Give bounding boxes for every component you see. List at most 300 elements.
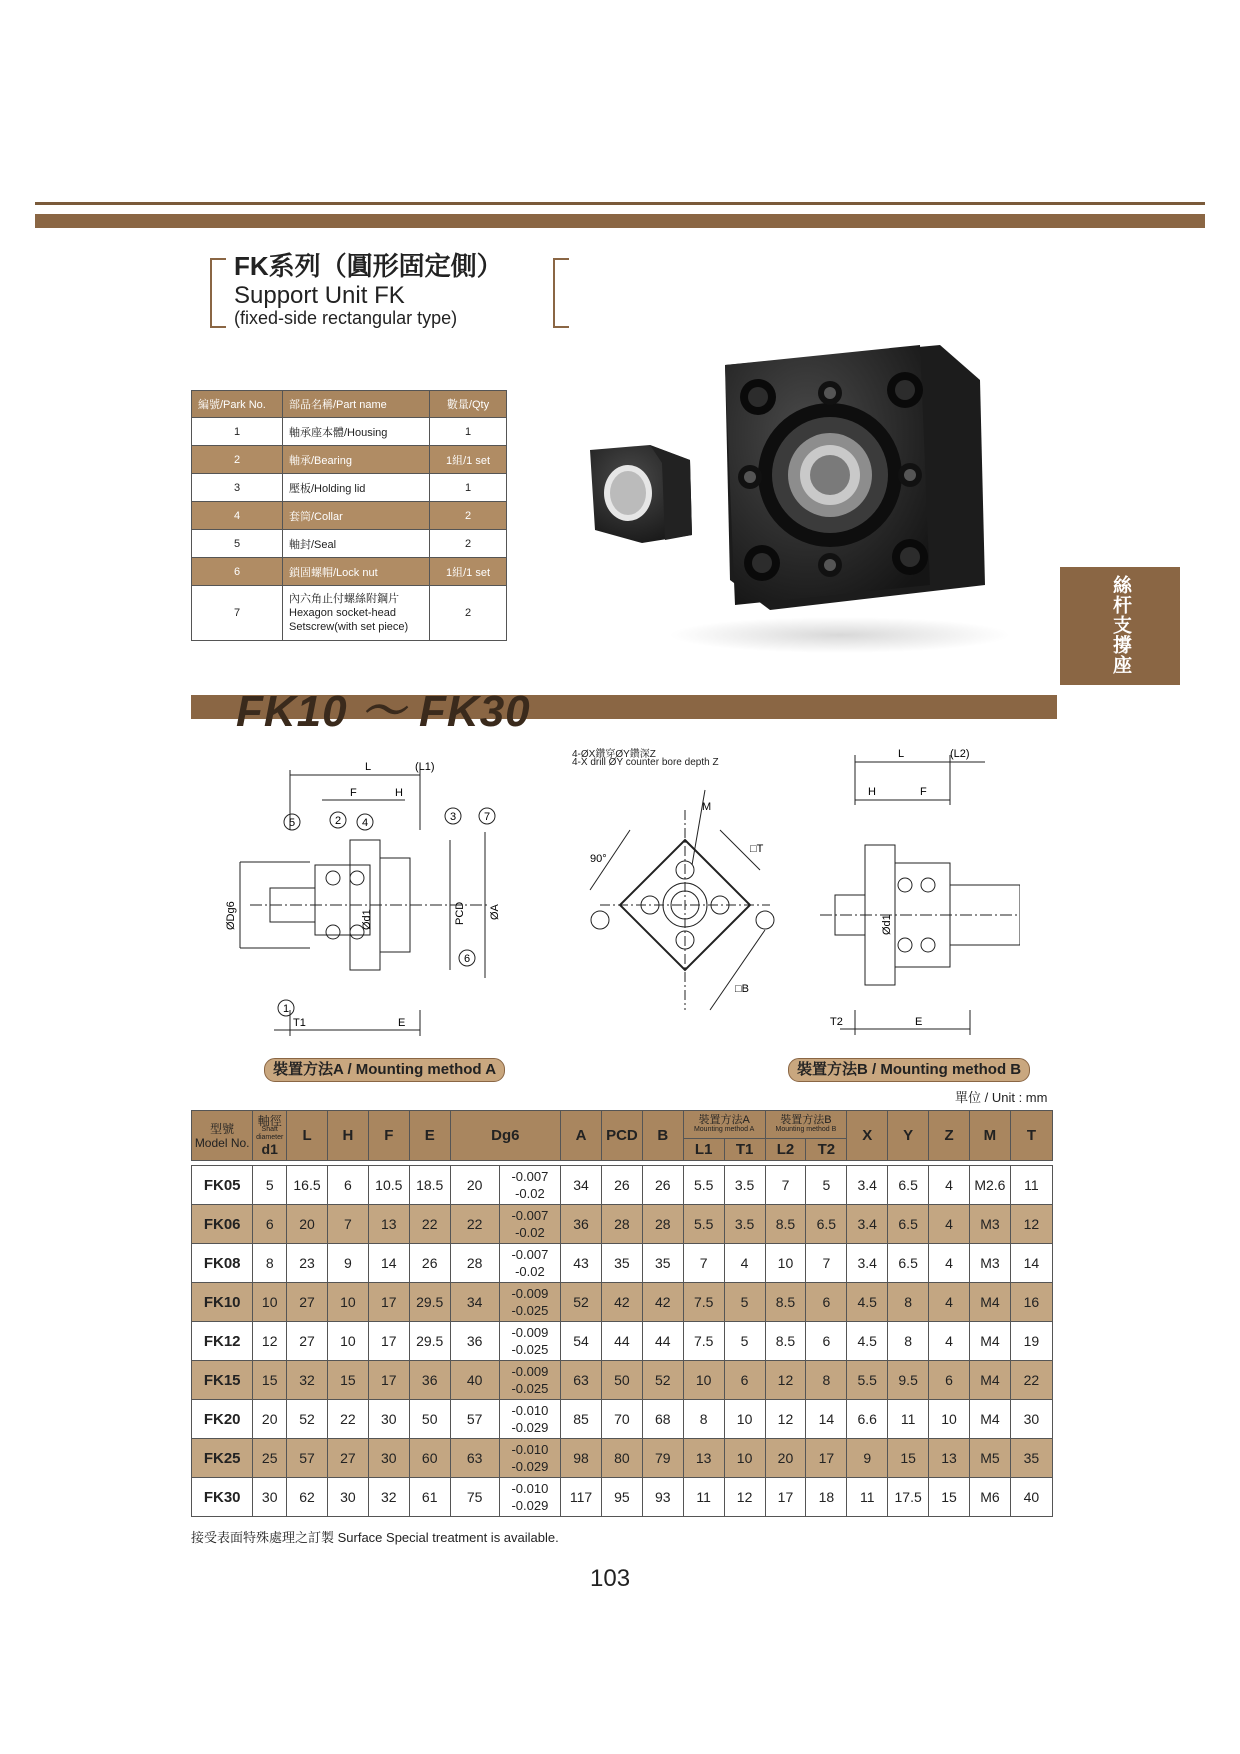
cell-l1: 7.5 bbox=[683, 1322, 724, 1361]
part-name-line: Hexagon socket-head bbox=[289, 607, 397, 619]
header-Y: Y bbox=[888, 1111, 929, 1161]
table-row bbox=[192, 1400, 1053, 1439]
header-model-en: Model No. bbox=[194, 1135, 250, 1150]
cell-t2: 7 bbox=[806, 1244, 847, 1283]
cell-d: 22 bbox=[450, 1205, 499, 1244]
cell-l2: 20 bbox=[765, 1439, 806, 1478]
dim-label: PCD bbox=[454, 901, 466, 925]
cell-l: 16.5 bbox=[287, 1166, 328, 1205]
cell-f: 30 bbox=[368, 1439, 409, 1478]
cell-m: M3 bbox=[969, 1244, 1010, 1283]
cell-z: 4 bbox=[929, 1244, 970, 1283]
header-shaft-cn: 軸徑 bbox=[257, 1113, 282, 1128]
cell-e: 29.5 bbox=[409, 1322, 450, 1361]
part-no: 4 bbox=[192, 502, 283, 530]
cell-m: M4 bbox=[969, 1322, 1010, 1361]
cell-t2: 6.5 bbox=[806, 1205, 847, 1244]
cell-b: 44 bbox=[642, 1322, 683, 1361]
cell-x: 4.5 bbox=[847, 1322, 888, 1361]
cell-l1: 8 bbox=[683, 1400, 724, 1439]
cell-f: 30 bbox=[368, 1400, 409, 1439]
cell-pcd: 28 bbox=[601, 1205, 642, 1244]
side-category-tab bbox=[1060, 567, 1180, 685]
cell-model: FK30 bbox=[192, 1478, 253, 1517]
dimensions-table bbox=[191, 1110, 1053, 1517]
cell-l: 27 bbox=[287, 1322, 328, 1361]
cell-b: 93 bbox=[642, 1478, 683, 1517]
header-Z: Z bbox=[929, 1111, 970, 1161]
header-mounting-a-cn: 裝置方法A bbox=[698, 1113, 750, 1126]
drill-note-cn: 4-ØX鑽穿ØY鑽深Z bbox=[572, 749, 656, 760]
cell-z: 4 bbox=[929, 1205, 970, 1244]
cell-l: 23 bbox=[287, 1244, 328, 1283]
cell-t1: 6 bbox=[724, 1361, 765, 1400]
part-qty: 1 bbox=[430, 418, 507, 446]
header-L1: L1 bbox=[683, 1139, 724, 1161]
header-Dg6: Dg6 bbox=[450, 1111, 560, 1161]
part-no: 5 bbox=[192, 530, 283, 558]
header-mounting-b-en: Mounting method B bbox=[775, 1125, 837, 1133]
cell-model: FK20 bbox=[192, 1400, 253, 1439]
table-row bbox=[192, 1166, 1053, 1205]
part-name bbox=[283, 586, 430, 641]
cell-tolerance bbox=[499, 1283, 560, 1322]
parts-row bbox=[192, 586, 507, 641]
part-qty: 1 bbox=[430, 474, 507, 502]
cell-l1: 7.5 bbox=[683, 1283, 724, 1322]
part-name: 軸承/Bearing bbox=[283, 446, 430, 474]
cell-t2: 6 bbox=[806, 1322, 847, 1361]
cell-pcd: 70 bbox=[601, 1400, 642, 1439]
cell-e: 22 bbox=[409, 1205, 450, 1244]
cell-l2: 12 bbox=[765, 1361, 806, 1400]
title-chinese: FK系列（圓形固定側） bbox=[234, 251, 503, 281]
drill-note-en: 4-X drill ØY counter bore depth Z bbox=[572, 757, 719, 768]
cell-h: 6 bbox=[327, 1166, 368, 1205]
cell-t1: 12 bbox=[724, 1478, 765, 1517]
parts-table bbox=[191, 390, 507, 641]
tolerance-lower: -0.029 bbox=[511, 1459, 549, 1474]
cell-pcd: 26 bbox=[601, 1166, 642, 1205]
cell-model: FK25 bbox=[192, 1439, 253, 1478]
cell-a: 36 bbox=[561, 1205, 602, 1244]
table-row bbox=[192, 1283, 1053, 1322]
cell-y: 6.5 bbox=[888, 1244, 929, 1283]
cell-d1: 5 bbox=[253, 1166, 287, 1205]
cell-l1: 5.5 bbox=[683, 1205, 724, 1244]
unit-label: 單位 / Unit : mm bbox=[955, 1090, 1048, 1105]
cell-d: 40 bbox=[450, 1361, 499, 1400]
tolerance-lower: -0.02 bbox=[515, 1225, 545, 1240]
cell-t1: 4 bbox=[724, 1244, 765, 1283]
cell-m: M5 bbox=[969, 1439, 1010, 1478]
cell-d1: 8 bbox=[253, 1244, 287, 1283]
cell-t: 12 bbox=[1010, 1205, 1052, 1244]
part-no: 2 bbox=[192, 446, 283, 474]
cell-t: 30 bbox=[1010, 1400, 1052, 1439]
header-model bbox=[192, 1111, 253, 1161]
dim-label: E bbox=[398, 1017, 406, 1029]
part-name: 鎖固螺帽/Lock nut bbox=[283, 558, 430, 586]
tolerance-upper: -0.010 bbox=[511, 1481, 549, 1496]
part-qty: 2 bbox=[430, 502, 507, 530]
product-photo bbox=[580, 335, 1020, 655]
header-thick-rule bbox=[35, 214, 1205, 228]
cell-m: M4 bbox=[969, 1361, 1010, 1400]
header-shaft-en1: Shaft bbox=[261, 1125, 278, 1133]
cell-f: 17 bbox=[368, 1283, 409, 1322]
tolerance-lower: -0.025 bbox=[511, 1303, 549, 1318]
cell-x: 4.5 bbox=[847, 1283, 888, 1322]
table-row bbox=[192, 1478, 1053, 1517]
part-qty: 2 bbox=[430, 586, 507, 641]
mounting-method-b-label: 裝置方法B / Mounting method B bbox=[788, 1058, 1030, 1082]
cell-z: 4 bbox=[929, 1166, 970, 1205]
drawing-method-b bbox=[800, 745, 1020, 1045]
part-name-line: 內六角止付螺絲附鋼片 bbox=[289, 593, 399, 605]
part-name: 套筒/Collar bbox=[283, 502, 430, 530]
parts-header-row bbox=[192, 391, 507, 418]
cell-l2: 8.5 bbox=[765, 1205, 806, 1244]
dims-body bbox=[192, 1166, 1053, 1517]
cell-l1: 11 bbox=[683, 1478, 724, 1517]
tolerance-upper: -0.010 bbox=[511, 1442, 549, 1457]
cell-l1: 5.5 bbox=[683, 1166, 724, 1205]
cell-t: 14 bbox=[1010, 1244, 1052, 1283]
balloon-label: 2 bbox=[335, 815, 342, 827]
cell-z: 6 bbox=[929, 1361, 970, 1400]
tolerance-lower: -0.02 bbox=[515, 1186, 545, 1201]
cell-h: 9 bbox=[327, 1244, 368, 1283]
cell-d: 20 bbox=[450, 1166, 499, 1205]
table-row bbox=[192, 1361, 1053, 1400]
cell-h: 15 bbox=[327, 1361, 368, 1400]
cell-l2: 12 bbox=[765, 1400, 806, 1439]
cell-y: 11 bbox=[888, 1400, 929, 1439]
cell-l1: 13 bbox=[683, 1439, 724, 1478]
parts-row bbox=[192, 558, 507, 586]
title-bracket-right bbox=[553, 258, 569, 328]
cell-b: 35 bbox=[642, 1244, 683, 1283]
balloon-label: 3 bbox=[450, 811, 457, 823]
header-B: B bbox=[642, 1111, 683, 1161]
cell-t2: 6 bbox=[806, 1283, 847, 1322]
part-name-line: Setscrew(with set piece) bbox=[289, 621, 409, 633]
cell-model: FK10 bbox=[192, 1283, 253, 1322]
cell-a: 54 bbox=[561, 1322, 602, 1361]
cell-tolerance bbox=[499, 1166, 560, 1205]
cell-x: 5.5 bbox=[847, 1361, 888, 1400]
cell-d: 28 bbox=[450, 1244, 499, 1283]
cell-pcd: 44 bbox=[601, 1322, 642, 1361]
part-no: 3 bbox=[192, 474, 283, 502]
cell-tolerance bbox=[499, 1478, 560, 1517]
cell-h: 27 bbox=[327, 1439, 368, 1478]
cell-tolerance bbox=[499, 1439, 560, 1478]
cell-f: 17 bbox=[368, 1361, 409, 1400]
cell-a: 98 bbox=[561, 1439, 602, 1478]
cell-t1: 10 bbox=[724, 1439, 765, 1478]
header-F: F bbox=[368, 1111, 409, 1161]
cell-f: 13 bbox=[368, 1205, 409, 1244]
cell-h: 10 bbox=[327, 1283, 368, 1322]
part-qty: 1組/1 set bbox=[430, 446, 507, 474]
cell-t: 16 bbox=[1010, 1283, 1052, 1322]
page-number: 103 bbox=[590, 1565, 631, 1592]
cell-l2: 8.5 bbox=[765, 1283, 806, 1322]
cell-model: FK12 bbox=[192, 1322, 253, 1361]
cell-l: 20 bbox=[287, 1205, 328, 1244]
cell-a: 117 bbox=[561, 1478, 602, 1517]
cell-h: 10 bbox=[327, 1322, 368, 1361]
cell-l1: 10 bbox=[683, 1361, 724, 1400]
cell-m: M6 bbox=[969, 1478, 1010, 1517]
cell-y: 15 bbox=[888, 1439, 929, 1478]
dim-label: 90° bbox=[590, 853, 607, 865]
cell-z: 4 bbox=[929, 1322, 970, 1361]
parts-row bbox=[192, 502, 507, 530]
cell-x: 6.6 bbox=[847, 1400, 888, 1439]
cell-y: 6.5 bbox=[888, 1166, 929, 1205]
cell-d: 34 bbox=[450, 1283, 499, 1322]
cell-y: 8 bbox=[888, 1322, 929, 1361]
cell-l1: 7 bbox=[683, 1244, 724, 1283]
part-no: 7 bbox=[192, 586, 283, 641]
tolerance-upper: -0.007 bbox=[511, 1169, 549, 1184]
part-no: 6 bbox=[192, 558, 283, 586]
cell-m: M3 bbox=[969, 1205, 1010, 1244]
table-row bbox=[192, 1439, 1053, 1478]
section-title: FK10 ～ FK30 bbox=[236, 687, 531, 736]
tolerance-upper: -0.009 bbox=[511, 1286, 549, 1301]
cell-pcd: 95 bbox=[601, 1478, 642, 1517]
part-name: 軸封/Seal bbox=[283, 530, 430, 558]
cell-t1: 3.5 bbox=[724, 1205, 765, 1244]
table-row bbox=[192, 1205, 1053, 1244]
dims-header-row bbox=[192, 1111, 1053, 1139]
balloon-label: 6 bbox=[464, 953, 471, 965]
dim-label: H bbox=[395, 787, 403, 799]
cell-tolerance bbox=[499, 1361, 560, 1400]
tolerance-lower: -0.02 bbox=[515, 1264, 545, 1279]
balloon-label: 4 bbox=[362, 817, 369, 829]
dim-label: □T bbox=[750, 843, 764, 855]
header-mounting-b bbox=[765, 1111, 847, 1139]
cell-a: 63 bbox=[561, 1361, 602, 1400]
tolerance-upper: -0.009 bbox=[511, 1325, 549, 1340]
cell-t2: 18 bbox=[806, 1478, 847, 1517]
cell-l2: 7 bbox=[765, 1166, 806, 1205]
tolerance-upper: -0.007 bbox=[511, 1208, 549, 1223]
header-T: T bbox=[1010, 1111, 1052, 1161]
cell-t2: 5 bbox=[806, 1166, 847, 1205]
cell-pcd: 50 bbox=[601, 1361, 642, 1400]
header-T1: T1 bbox=[724, 1139, 765, 1161]
drawing-method-a bbox=[210, 740, 550, 1045]
cell-b: 28 bbox=[642, 1205, 683, 1244]
cell-tolerance bbox=[499, 1400, 560, 1439]
parts-header-no: 編號/Park No. bbox=[192, 391, 283, 418]
cell-f: 17 bbox=[368, 1322, 409, 1361]
part-name: 壓板/Holding lid bbox=[283, 474, 430, 502]
cell-x: 9 bbox=[847, 1439, 888, 1478]
lock-nut-image bbox=[590, 445, 692, 543]
header-L: L bbox=[287, 1111, 328, 1161]
header-A: A bbox=[561, 1111, 602, 1161]
cell-d: 36 bbox=[450, 1322, 499, 1361]
parts-header-name: 部品名稱/Part name bbox=[283, 391, 430, 418]
cell-z: 4 bbox=[929, 1283, 970, 1322]
housing-image bbox=[725, 345, 985, 610]
cell-z: 10 bbox=[929, 1400, 970, 1439]
cell-x: 11 bbox=[847, 1478, 888, 1517]
cell-a: 34 bbox=[561, 1166, 602, 1205]
cell-t: 22 bbox=[1010, 1361, 1052, 1400]
parts-row bbox=[192, 530, 507, 558]
header-E: E bbox=[409, 1111, 450, 1161]
cell-t2: 17 bbox=[806, 1439, 847, 1478]
cell-t2: 8 bbox=[806, 1361, 847, 1400]
header-mounting-b-cn: 裝置方法B bbox=[780, 1113, 832, 1126]
drawing-front-view bbox=[570, 770, 800, 1040]
cell-y: 6.5 bbox=[888, 1205, 929, 1244]
cell-y: 9.5 bbox=[888, 1361, 929, 1400]
cell-d1: 6 bbox=[253, 1205, 287, 1244]
cell-model: FK05 bbox=[192, 1166, 253, 1205]
cell-l: 57 bbox=[287, 1439, 328, 1478]
cell-t: 40 bbox=[1010, 1478, 1052, 1517]
header-thin-rule bbox=[35, 202, 1205, 205]
header-mounting-a-en: Mounting method A bbox=[693, 1125, 755, 1133]
cell-d: 63 bbox=[450, 1439, 499, 1478]
header-PCD: PCD bbox=[601, 1111, 642, 1161]
dim-label: F bbox=[920, 786, 927, 798]
cell-model: FK06 bbox=[192, 1205, 253, 1244]
cell-m: M4 bbox=[969, 1283, 1010, 1322]
cell-x: 3.4 bbox=[847, 1244, 888, 1283]
part-name: 軸承座本體/Housing bbox=[283, 418, 430, 446]
tolerance-lower: -0.029 bbox=[511, 1498, 549, 1513]
cell-l: 32 bbox=[287, 1361, 328, 1400]
header-L2: L2 bbox=[765, 1139, 806, 1161]
dim-label: T1 bbox=[293, 1017, 306, 1029]
cell-d: 75 bbox=[450, 1478, 499, 1517]
cell-a: 52 bbox=[561, 1283, 602, 1322]
part-qty: 1組/1 set bbox=[430, 558, 507, 586]
tolerance-upper: -0.007 bbox=[511, 1247, 549, 1262]
cell-l2: 17 bbox=[765, 1478, 806, 1517]
title-subtitle: (fixed-side rectangular type) bbox=[234, 308, 458, 328]
photo-shadow bbox=[670, 617, 1010, 653]
tolerance-lower: -0.029 bbox=[511, 1420, 549, 1435]
cell-model: FK15 bbox=[192, 1361, 253, 1400]
cell-e: 18.5 bbox=[409, 1166, 450, 1205]
cell-x: 3.4 bbox=[847, 1166, 888, 1205]
cell-tolerance bbox=[499, 1244, 560, 1283]
header-shaft-en2: diameter bbox=[256, 1133, 284, 1141]
cell-d: 57 bbox=[450, 1400, 499, 1439]
cell-t2: 14 bbox=[806, 1400, 847, 1439]
dim-label: (L1) bbox=[415, 761, 435, 773]
dim-label: M bbox=[702, 801, 712, 813]
cell-f: 10.5 bbox=[368, 1166, 409, 1205]
dim-label: E bbox=[915, 1016, 923, 1028]
parts-row bbox=[192, 446, 507, 474]
dim-label: L bbox=[898, 748, 905, 760]
part-no: 1 bbox=[192, 418, 283, 446]
cell-l: 52 bbox=[287, 1400, 328, 1439]
cell-tolerance bbox=[499, 1205, 560, 1244]
cell-model: FK08 bbox=[192, 1244, 253, 1283]
cell-h: 30 bbox=[327, 1478, 368, 1517]
cell-m: M4 bbox=[969, 1400, 1010, 1439]
cell-f: 14 bbox=[368, 1244, 409, 1283]
dim-label: F bbox=[350, 787, 357, 799]
tolerance-upper: -0.009 bbox=[511, 1364, 549, 1379]
cell-l: 27 bbox=[287, 1283, 328, 1322]
cell-l: 62 bbox=[287, 1478, 328, 1517]
cell-pcd: 42 bbox=[601, 1283, 642, 1322]
mounting-method-a-label: 裝置方法A / Mounting method A bbox=[264, 1058, 505, 1082]
cell-e: 36 bbox=[409, 1361, 450, 1400]
side-category-label: 絲杆支撐座 bbox=[1110, 575, 1131, 675]
cell-tolerance bbox=[499, 1322, 560, 1361]
dim-label: L bbox=[365, 761, 372, 773]
title-bracket-left bbox=[210, 258, 226, 328]
cell-t: 35 bbox=[1010, 1439, 1052, 1478]
tolerance-lower: -0.025 bbox=[511, 1342, 549, 1357]
balloon-label: 1 bbox=[283, 1003, 290, 1015]
cell-x: 3.4 bbox=[847, 1205, 888, 1244]
cell-b: 52 bbox=[642, 1361, 683, 1400]
cell-y: 17.5 bbox=[888, 1478, 929, 1517]
header-model-cn: 型號 bbox=[210, 1121, 235, 1136]
cell-b: 68 bbox=[642, 1400, 683, 1439]
header-H: H bbox=[327, 1111, 368, 1161]
cell-f: 32 bbox=[368, 1478, 409, 1517]
cell-pcd: 35 bbox=[601, 1244, 642, 1283]
cell-d1: 15 bbox=[253, 1361, 287, 1400]
header-X: X bbox=[847, 1111, 888, 1161]
cell-b: 26 bbox=[642, 1166, 683, 1205]
header-shaft-symbol: d1 bbox=[261, 1140, 278, 1157]
header-T2: T2 bbox=[806, 1139, 847, 1161]
cell-z: 15 bbox=[929, 1478, 970, 1517]
balloon-label: 7 bbox=[484, 811, 491, 823]
header-shaft bbox=[253, 1111, 287, 1161]
dim-label: Ød1 bbox=[881, 914, 893, 935]
cell-t1: 3.5 bbox=[724, 1166, 765, 1205]
dim-label: ØDg6 bbox=[225, 901, 237, 930]
cell-d1: 10 bbox=[253, 1283, 287, 1322]
cell-t1: 5 bbox=[724, 1283, 765, 1322]
dim-label: T2 bbox=[830, 1016, 843, 1028]
cell-a: 43 bbox=[561, 1244, 602, 1283]
cell-e: 61 bbox=[409, 1478, 450, 1517]
cell-t: 11 bbox=[1010, 1166, 1052, 1205]
part-qty: 2 bbox=[430, 530, 507, 558]
cell-d1: 30 bbox=[253, 1478, 287, 1517]
dim-label: H bbox=[868, 786, 876, 798]
footnote: 接受表面特殊處理之訂製 Surface Special treatment is available. bbox=[191, 1530, 559, 1545]
header-M: M bbox=[969, 1111, 1010, 1161]
balloon-label: 5 bbox=[289, 817, 296, 829]
cell-e: 29.5 bbox=[409, 1283, 450, 1322]
cell-e: 60 bbox=[409, 1439, 450, 1478]
parts-row bbox=[192, 418, 507, 446]
table-row bbox=[192, 1322, 1053, 1361]
cell-b: 79 bbox=[642, 1439, 683, 1478]
